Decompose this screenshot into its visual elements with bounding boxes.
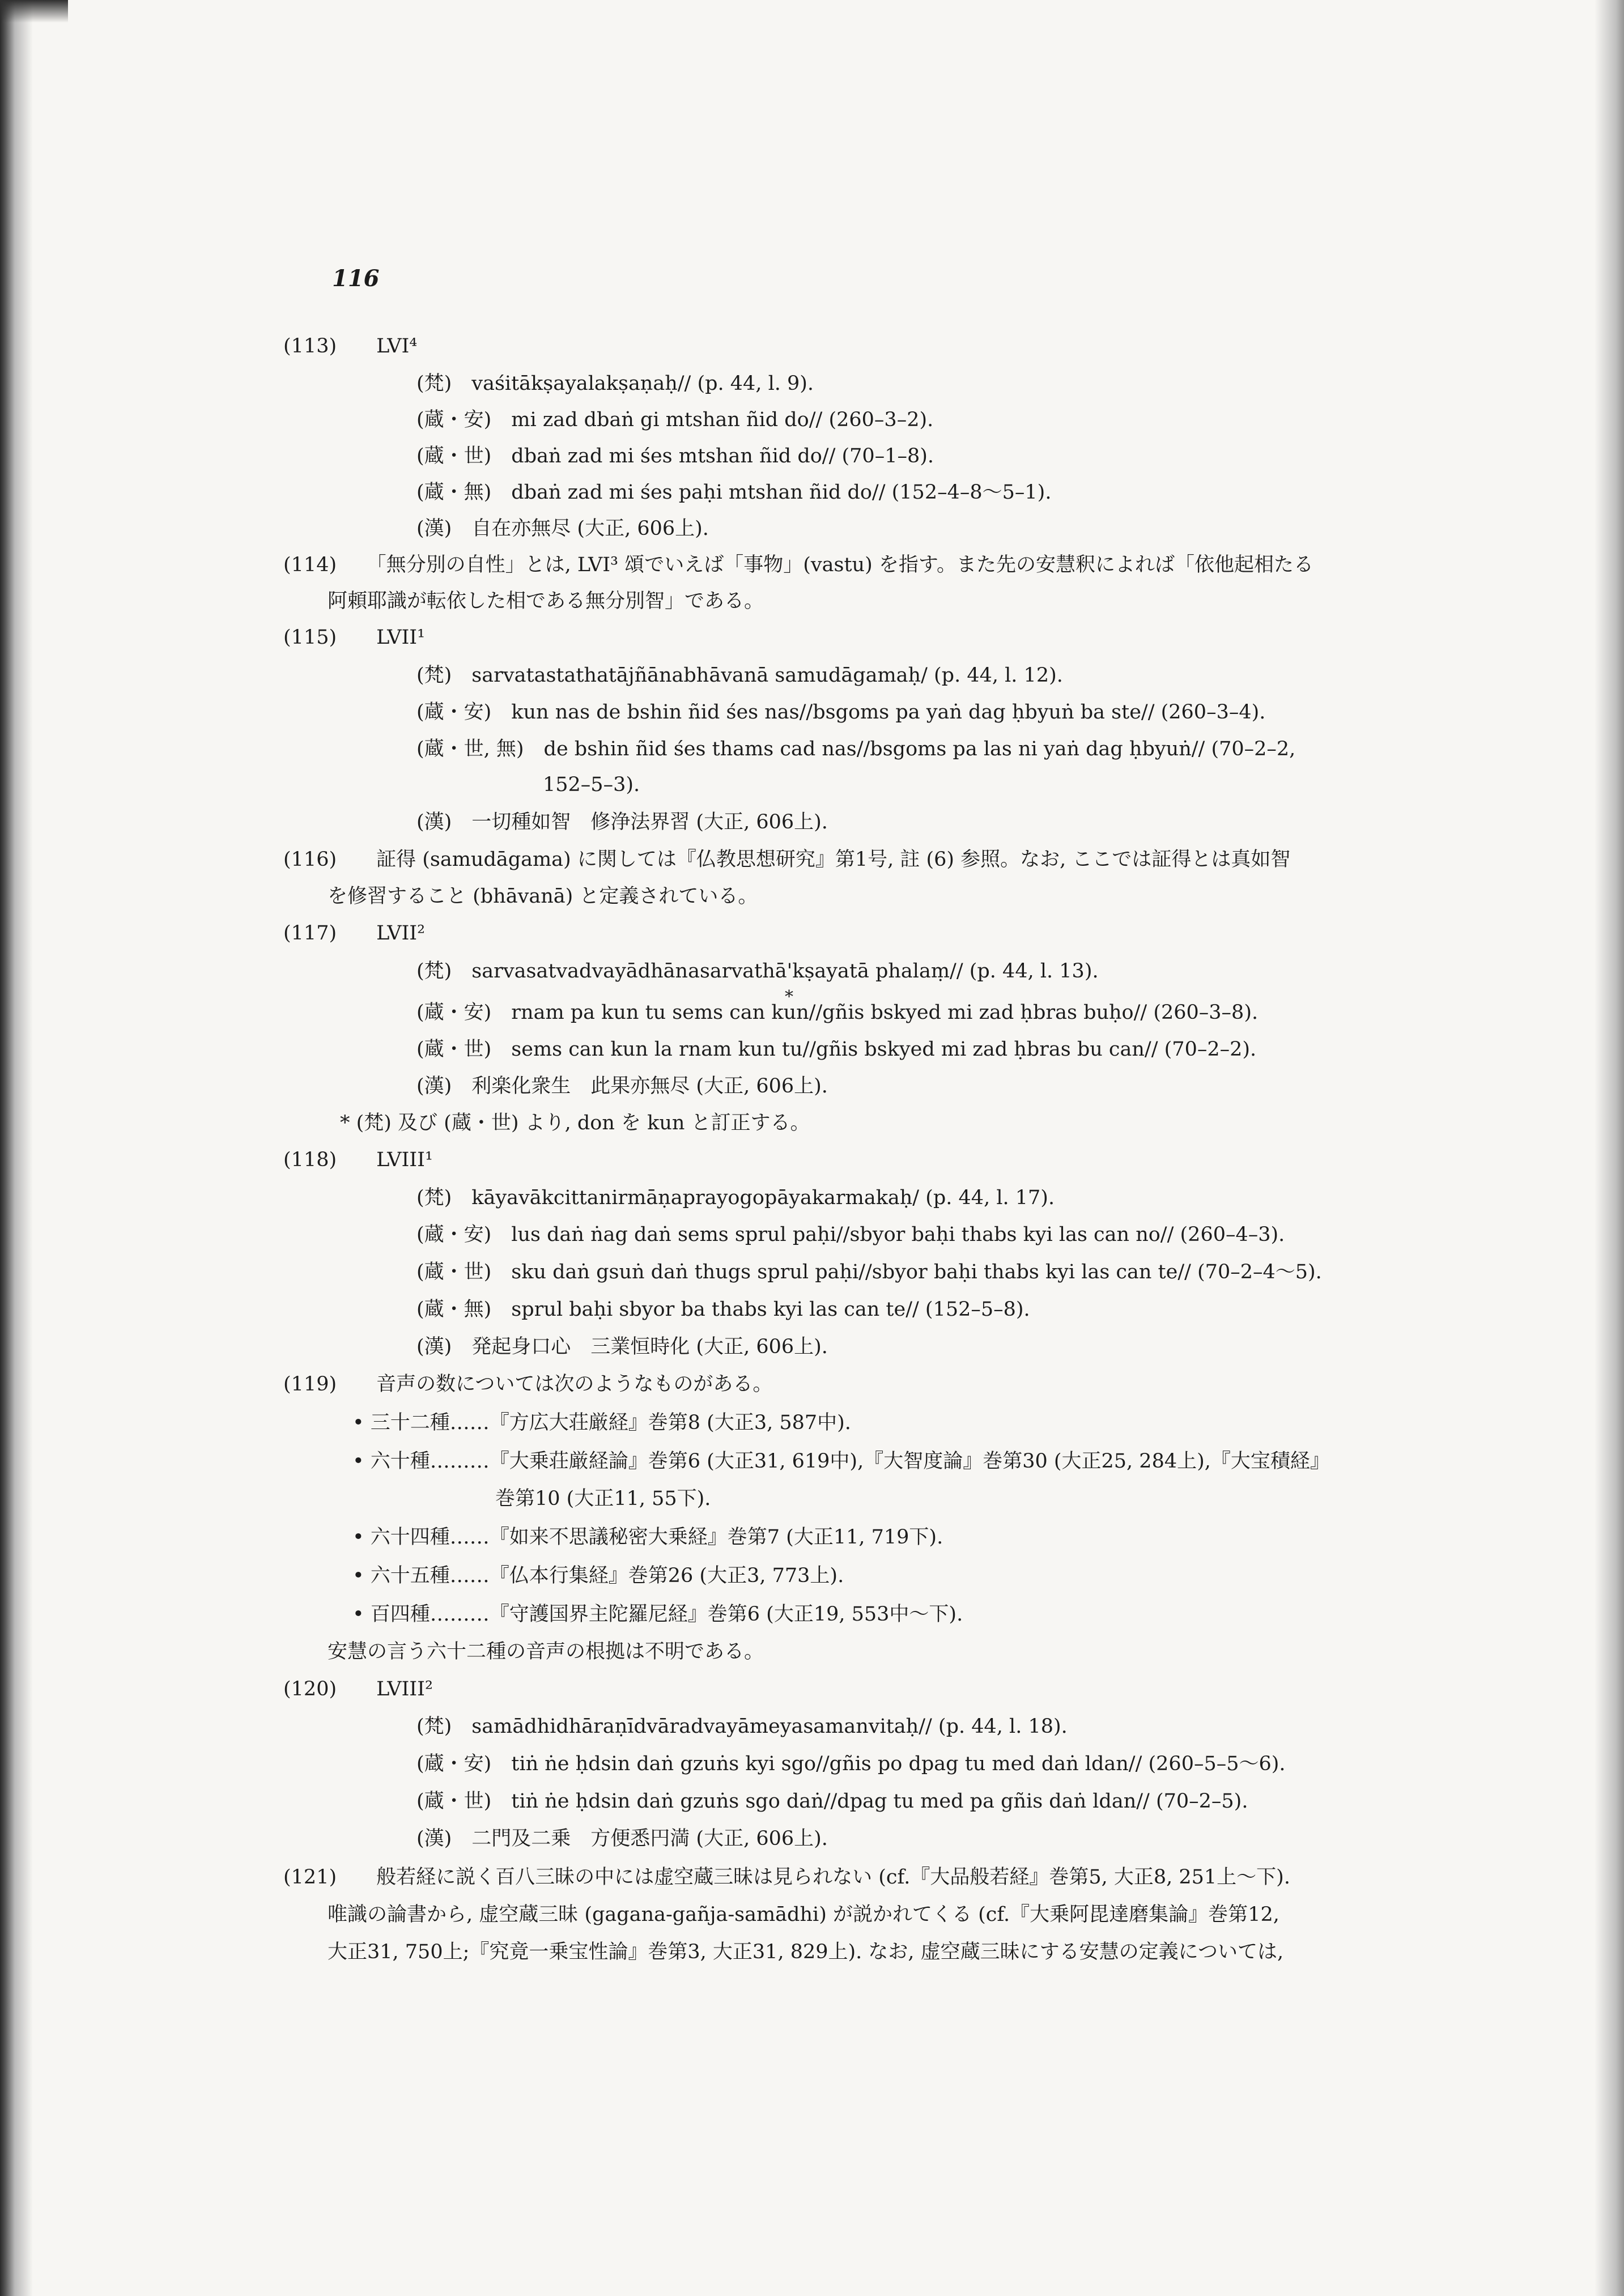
note-line: (梵) samādhidhāraṇīdvāradvayāmeyasamanvitaḥ// (p. 44, l. 18).	[416, 1715, 1068, 1738]
note-121-text: (121) 般若経に説く百八三昧の中には虚空蔵三昧は見られない (cf.『大品般若経』巻第5, 大正8, 251上〜下).	[283, 1866, 1290, 1889]
list-item: • 六十四種……『如来不思議秘密大乗経』巻第7 (大正11, 719下).	[352, 1526, 943, 1549]
page-number: 116	[332, 265, 380, 292]
note-line: (蔵・世) sku daṅ gsuṅ daṅ thugs sprul paḥi//sbyor baḥi thabs kyi las can te// (70–2–4〜5).	[416, 1261, 1322, 1283]
note-line: (梵) sarvatastathatājñānabhāvanā samudāgamaḥ/ (p. 44, l. 12).	[416, 664, 1063, 687]
scan-edge-left	[0, 0, 33, 2296]
note-line: (漢) 一切種如智 修浄法界習 (大正, 606上).	[416, 811, 828, 834]
list-item: • 三十二種……『方広大荘厳経』巻第8 (大正3, 587中).	[352, 1411, 851, 1434]
note-line: (蔵・安) mi zad dbaṅ gi mtshan ñid do// (260–3–2).	[416, 409, 934, 431]
note-114-text: (114) 「無分別の自性」とは, LVI³ 頌でいえば「事物」(vastu) を指す。また先の安慧釈によれば「依他起相たる	[283, 554, 1314, 576]
note-line: (蔵・安) kun nas de bshin ñid śes nas//bsgoms pa yaṅ dag ḥbyuṅ ba ste// (260–3–4).	[416, 701, 1266, 724]
list-item: • 百四種………『守護国界主陀羅尼経』巻第6 (大正19, 553中〜下).	[352, 1603, 963, 1626]
note-line: (蔵・世, 無) de bshin ñid śes thams cad nas//bsgoms pa las ni yaṅ dag ḥbyuṅ// (70–2–2,	[416, 738, 1296, 760]
note-line: (漢) 利楽化衆生 此果亦無尽 (大正, 606上).	[416, 1075, 828, 1098]
note-line: (蔵・世) tiṅ ṅe ḥdsin daṅ gzuṅs sgo daṅ//dpag tu med pa gñis daṅ ldan// (70–2–5).	[416, 1790, 1248, 1813]
list-item: • 六十種………『大乗荘厳経論』巻第6 (大正31, 619中),『大智度論』巻第30 (大正25, 284上),『大宝積経』	[352, 1450, 1330, 1473]
note-line: (梵) vaśitākṣayalakṣaṇaḥ// (p. 44, l. 9).	[416, 372, 814, 395]
note-116-text: (116) 証得 (samudāgama) に関しては『仏教思想研究』第1号, 註 (6) 参照。なお, ここでは証得とは真如智	[283, 848, 1291, 871]
note-116-text-cont: を修習すること (bhāvanā) と定義されている。	[328, 885, 758, 908]
note-121-text-cont: 大正31, 750上;『究竟一乗宝性論』巻第3, 大正31, 829上). なお, 虚空蔵三昧にする安慧の定義については,	[328, 1941, 1284, 1963]
note-line: (蔵・安) rnam pa kun tu sems can kun//gñis bskyed mi zad ḥbras buḥo// (260–3–8).	[416, 1001, 1259, 1024]
note-114-text-cont: 阿頼耶識が転依した相である無分別智」である。	[328, 590, 764, 613]
note-line: (蔵・無) sprul baḥi sbyor ba thabs kyi las can te// (152–5–8).	[416, 1298, 1030, 1321]
note-line: (漢) 発起身口心 三業恒時化 (大正, 606上).	[416, 1336, 828, 1358]
note-119-conclusion: 安慧の言う六十二種の音声の根拠は不明である。	[328, 1640, 764, 1663]
note-line: (梵) kāyavākcittanirmāṇaprayogopāyakarmakaḥ/ (p. 44, l. 17).	[416, 1187, 1055, 1209]
note-120-heading: (120) LVIII²	[283, 1678, 433, 1700]
note-line: (漢) 自在亦無尽 (大正, 606上).	[416, 517, 709, 540]
note-line-cont: 152–5–3).	[543, 773, 640, 796]
footnote-correction: * (梵) 及び (蔵・世) より, don を kun と訂正する。	[340, 1112, 810, 1134]
footnote-asterisk: *	[785, 987, 793, 1007]
note-line: (蔵・安) tiṅ ṅe ḥdsin daṅ gzuṅs kyi sgo//gñis po dpag tu med daṅ ldan// (260–5–5〜6).	[416, 1753, 1286, 1775]
note-117-heading: (117) LVII²	[283, 922, 426, 945]
note-118-heading: (118) LVIII¹	[283, 1149, 433, 1171]
scan-edge-top	[0, 0, 68, 23]
note-113-heading: (113) LVI⁴	[283, 335, 418, 358]
note-line: (蔵・無) dbaṅ zad mi śes paḥi mtshan ñid do// (152–4–8〜5–1).	[416, 481, 1052, 504]
note-line: (漢) 二門及二乗 方便悉円満 (大正, 606上).	[416, 1827, 828, 1850]
note-115-heading: (115) LVII¹	[283, 626, 426, 649]
note-line: (梵) sarvasatvadvayādhānasarvathā'kṣayatā phalaṃ// (p. 44, l. 13).	[416, 960, 1099, 983]
note-line: (蔵・世) dbaṅ zad mi śes mtshan ñid do// (70–1–8).	[416, 445, 934, 467]
note-line: (蔵・世) sems can kun la rnam kun tu//gñis bskyed mi zad ḥbras bu can// (70–2–2).	[416, 1038, 1257, 1061]
note-121-text-cont: 唯識の論書から, 虚空蔵三昧 (gagana-gañja-samādhi) が説かれてくる (cf.『大乗阿毘達磨集論』巻第12,	[328, 1903, 1279, 1926]
note-119-text: (119) 音声の数については次のようなものがある。	[283, 1373, 773, 1396]
list-item-cont: 巻第10 (大正11, 55下).	[495, 1487, 711, 1510]
note-line: (蔵・安) lus daṅ ṅag daṅ sems sprul paḥi//sbyor baḥi thabs kyi las can no// (260–4–3).	[416, 1223, 1285, 1246]
scan-edge-right	[1595, 0, 1624, 2296]
list-item: • 六十五種……『仏本行集経』巻第26 (大正3, 773上).	[352, 1564, 844, 1587]
